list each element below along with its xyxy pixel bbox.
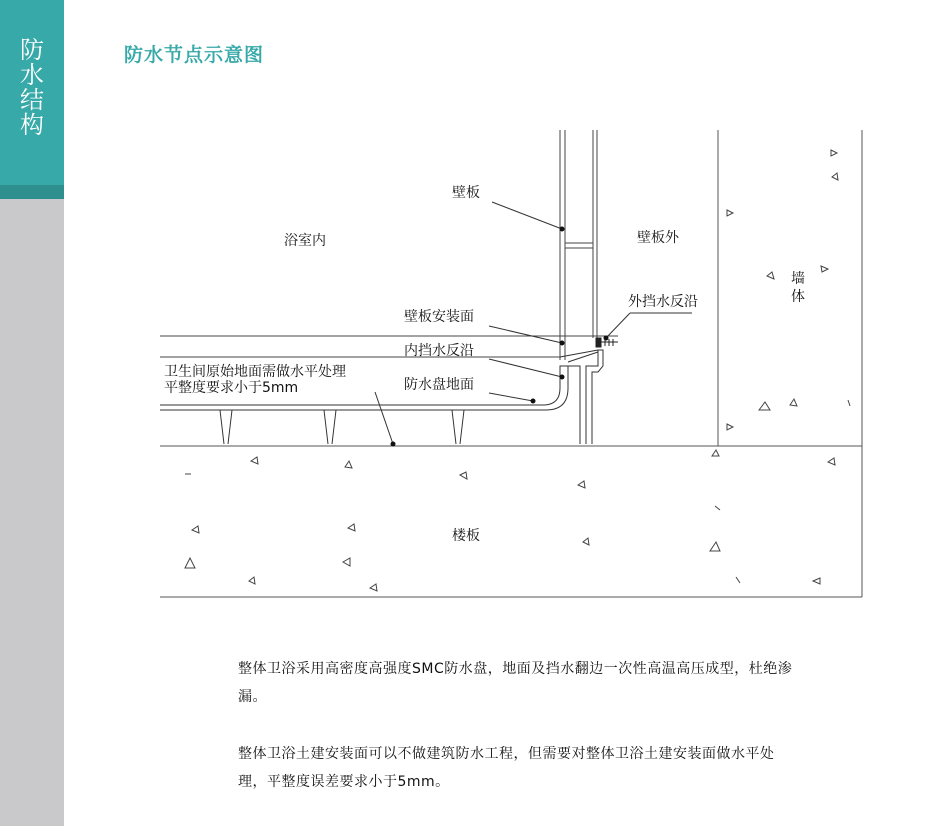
label-bathroom-inside: 浴室内 <box>284 233 326 249</box>
label-inner-water-stop: 内挡水反沿 <box>404 343 474 359</box>
description-paragraph-1: 整体卫浴采用高密度高强度SMC防水盘，地面及挡水翻边一次性高温高压成型，杜绝渗漏。 <box>238 661 793 705</box>
install-surface-lines <box>160 336 618 357</box>
label-floor-note-line1: 卫生间原始地面需做水平处理 <box>164 364 346 380</box>
label-panel-install-surface: 壁板安装面 <box>404 309 474 325</box>
label-floor-note-line2: 平整度要求小于5mm <box>164 380 299 396</box>
wall-block <box>718 130 862 446</box>
label-wall-panel-outside: 壁板外 <box>637 230 679 246</box>
wall-panel <box>560 130 597 360</box>
sidebar-title: 防水结构 <box>20 36 44 139</box>
label-tray-floor: 防水盘地面 <box>404 377 474 393</box>
label-wall-panel: 壁板 <box>452 185 480 201</box>
floor-slab <box>160 446 862 597</box>
description-paragraph-2: 整体卫浴土建安装面可以不做建筑防水工程，但需要对整体卫浴土建安装面做水平处理，平整度误差要求小于5mm。 <box>238 746 775 790</box>
label-slab: 楼板 <box>452 528 480 544</box>
label-wall: 墙体 <box>791 271 805 305</box>
label-outer-water-stop: 外挡水反沿 <box>628 294 698 310</box>
page-title: 防水节点示意图 <box>124 44 265 66</box>
